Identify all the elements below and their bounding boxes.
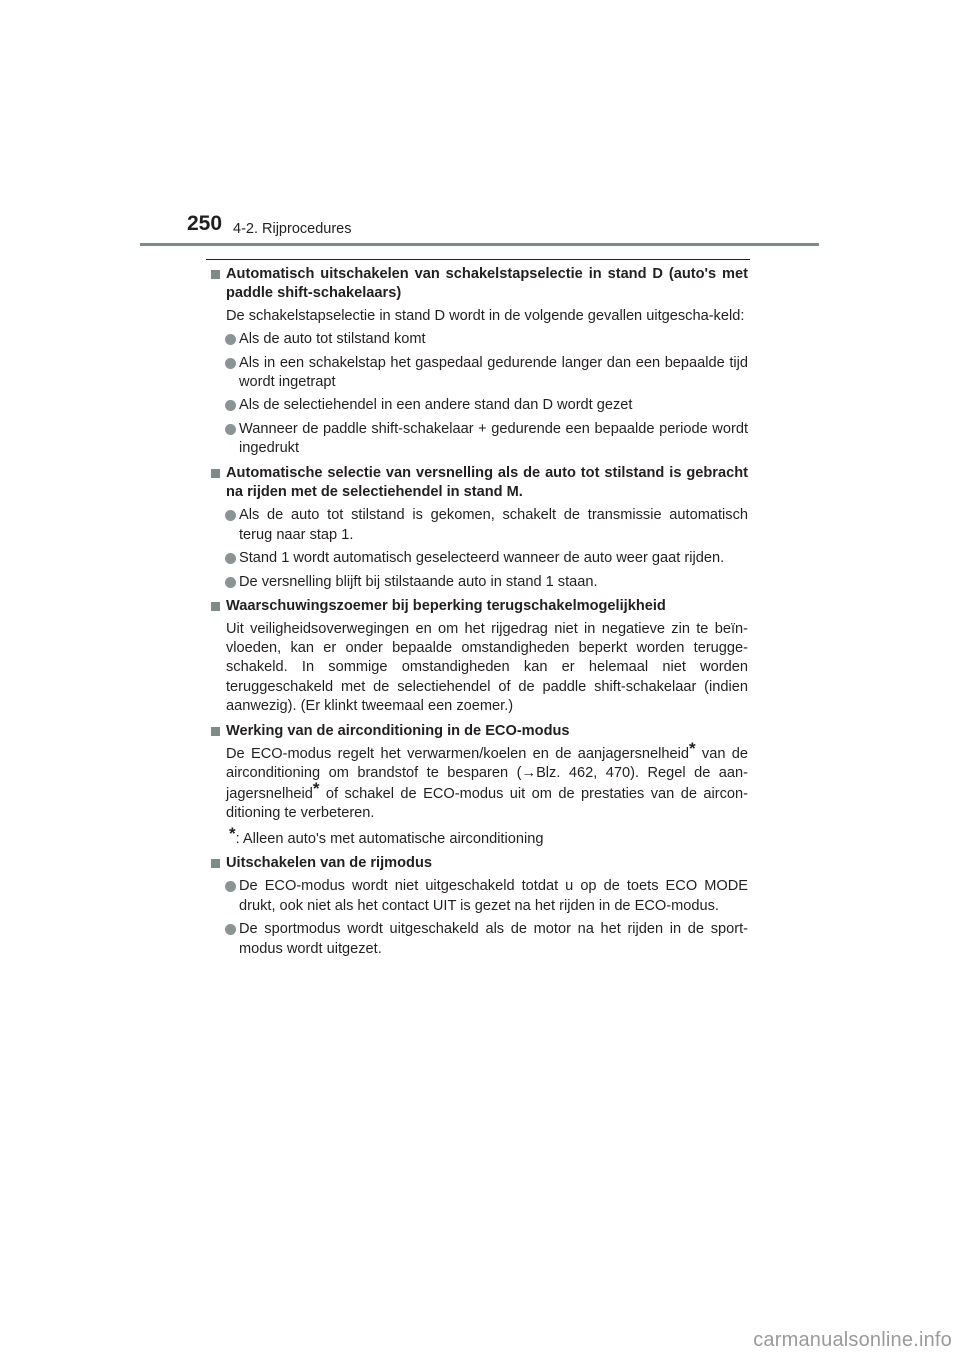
section-heading — [211, 464, 748, 503]
paragraph — [211, 738, 749, 824]
circle-bullet-icon — [225, 358, 236, 369]
section-auto-gear-selection — [211, 464, 748, 592]
paragraph: Uit veiligheidsoverwegingen en om het rijgedrag niet in negatieve zin te beïn-vloeden, kan er onder bepaalde omstandigheden beperkt worden terugge-schakeld. In sommige omstandigheden kan er helemaal niet worden teruggeschakeld met de selectiehendel of de paddle shift-schakelaar (indien aanwezig). (Er klinkt tweemaal een zoemer.) — [226, 620, 748, 715]
list-item-text: Als in een schakelstap het gaspedaal gedurende langer dan een bepaalde tijd wordt ingetrapt — [239, 354, 748, 391]
circle-bullet-icon — [225, 424, 236, 435]
page-content — [211, 265, 748, 959]
square-bullet-icon — [211, 727, 220, 736]
asterisk-marker: * — [688, 738, 696, 758]
section-downshift-buzzer — [211, 597, 748, 716]
circle-bullet-icon — [225, 334, 236, 345]
section-heading — [211, 722, 748, 741]
section-eco-airconditioning — [211, 722, 748, 849]
circle-bullet-icon — [225, 510, 236, 521]
paragraph-text: van de airconditioning om brandstof te besparen (→Blz. 462, 470). Regel de aan-jagersnelheid — [226, 745, 749, 802]
heading-text: Uitschakelen van de rijmodus — [226, 854, 433, 871]
list-item-text: Wanneer de paddle shift-schakelaar + gedurende een bepaalde periode wordt ingedrukt — [239, 420, 748, 457]
paragraph-text: De ECO-modus regelt het verwarmen/koelen en de aanjagersnelheid — [226, 745, 689, 762]
page-number: 250 — [187, 212, 223, 235]
list-item — [211, 920, 748, 959]
section-heading — [211, 597, 748, 616]
watermark-logo: carmanualsonline.info — [753, 1329, 952, 1351]
heading-text: Waarschuwingszoemer bij beperking terugschakelmogelijkheid — [226, 598, 666, 615]
section-title: 4-2. Rijprocedures — [233, 221, 352, 237]
list-item — [211, 877, 748, 916]
paragraph-text: of schakel de ECO-modus uit om de prestaties van de aircon-ditioning te verbeteren. — [226, 785, 748, 822]
list-item — [211, 354, 748, 393]
circle-bullet-icon — [225, 577, 236, 588]
heading-text: Automatisch uitschakelen van schakelstapselectie in stand D (auto's met paddle shift-schakelaars) — [226, 266, 748, 302]
list-item — [211, 549, 748, 568]
circle-bullet-icon — [225, 553, 236, 564]
circle-bullet-icon — [225, 881, 236, 892]
square-bullet-icon — [211, 859, 220, 868]
circle-bullet-icon — [225, 924, 236, 935]
paragraph: De schakelstapselectie in stand D wordt in de volgende gevallen uitgescha-keld: — [226, 307, 745, 324]
list-item-text: Als de auto tot stilstand komt — [239, 331, 426, 348]
section-drive-mode-off — [211, 854, 748, 959]
footnote — [211, 823, 748, 849]
list-item-text: Stand 1 wordt automatisch geselecteerd wanneer de auto weer gaat rijden. — [239, 550, 725, 567]
header-divider — [140, 243, 819, 246]
content-divider — [206, 259, 750, 260]
square-bullet-icon — [211, 270, 220, 279]
list-item-text: De sportmodus wordt uitgeschakeld als de motor na het rijden in de sport-modus wordt uitgezet. — [239, 921, 748, 957]
list-item-text: Als de selectiehendel in een andere stand dan D wordt gezet — [239, 397, 633, 414]
section-heading — [211, 854, 748, 873]
section-heading — [211, 265, 748, 304]
list-item — [211, 420, 748, 459]
list-item — [211, 396, 748, 415]
list-item-text: De ECO-modus wordt niet uitgeschakeld totdat u op de toets ECO MODE drukt, ook niet als het contact UIT is gezet na het rijden in de ECO-modus. — [239, 878, 748, 914]
asterisk-marker: * — [229, 823, 236, 843]
heading-text: Automatische selectie van versnelling als de auto tot stilstand is gebracht na rijden met de selectiehendel in stand M. — [226, 464, 748, 501]
heading-text: Werking van de airconditioning in de ECO-modus — [226, 722, 570, 739]
section-auto-disable-shift — [211, 265, 748, 459]
circle-bullet-icon — [225, 400, 236, 411]
footnote-text: : Alleen auto's met automatische airconditioning — [235, 830, 544, 847]
list-item — [211, 330, 748, 349]
list-item-text: Als de auto tot stilstand is gekomen, schakelt de transmissie automatisch terug naar stap 1. — [239, 507, 748, 543]
page-header — [0, 0, 960, 250]
asterisk-marker: * — [312, 778, 320, 798]
list-item — [211, 573, 748, 592]
list-item-text: De versnelling blijft bij stilstaande auto in stand 1 staan. — [239, 573, 598, 590]
square-bullet-icon — [211, 602, 220, 611]
square-bullet-icon — [211, 469, 220, 478]
list-item — [211, 506, 748, 545]
